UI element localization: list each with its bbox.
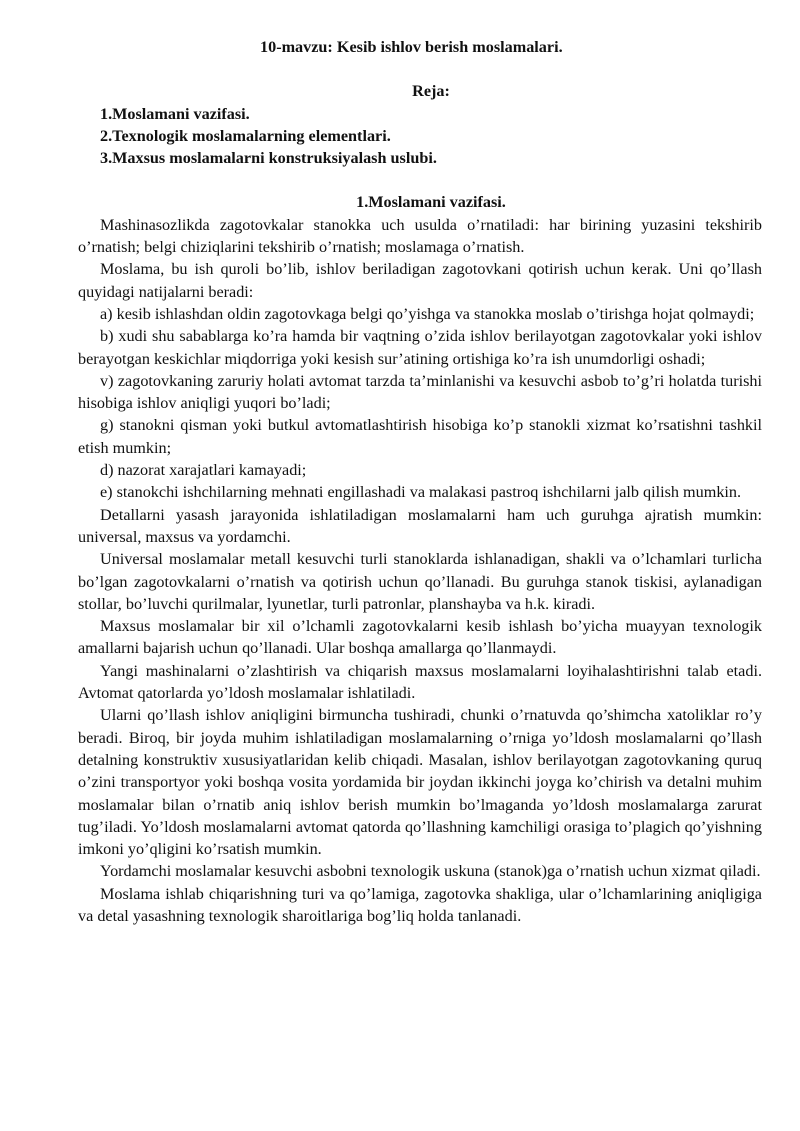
body-text (78, 214, 762, 928)
paragraph: g) stanokni qisman yoki butkul avtomatlashtirish hisobiga ko’p stanokli xizmat ko’rsatishni tashkil etish mumkin; (78, 416, 762, 457)
plan-item: 1.Moslamani vazifasi. (100, 104, 250, 123)
paragraph: Moslama ishlab chiqarishning turi va qo’lamiga, zagotovka shakliga, ular o’lchamlarining aniqligiga va detal yasashning texnologik sharoitlariga bog’liq holda tanlanadi. (78, 884, 762, 925)
paragraph: Mashinasozlikda zagotovkalar stanokka uch usulda o’rnatiladi: har birining yuzasini tekshirib o’rnatish; belgi chiziqlarini tekshirib o’rnatish; moslamaga o’rnatish. (78, 215, 762, 257)
paragraph: d) nazorat xarajatlari kamayadi; (100, 461, 307, 480)
page-title: 10-mavzu: Kesib ishlov berish moslamalari. (260, 38, 563, 56)
paragraph: Universal moslamalar metall kesuvchi turli stanoklarda ishlanadigan, shakli va o’lchamlari turlicha bo’lgan zagotovkalarni o’rnatish va qotirish uchun qo’llanadi. Bu guruhga stanok tiskisi, aylanadigan stollar, bo’luvchi qurilmalar, lyunetlar, turli patronlar, planshayba va h.k. kiradi. (78, 550, 762, 613)
paragraph: Yangi mashinalarni o’zlashtirish va chiqarish maxsus moslamalarni loyihalashtirishni talab etadi. Avtomat qatorlarda yo’ldosh moslamalar ishlatiladi. (78, 661, 762, 703)
paragraph: Maxsus moslamalar bir xil o’lchamli zagotovkalarni kesib ishlash bo’yicha muayyan texnologik amallarni bajarish uchun qo’llanadi. Ular boshqa amallarga qo’llanmaydi. (78, 617, 762, 658)
plan-item: 3.Maxsus moslamalarni konstruksiyalash uslubi. (100, 149, 437, 168)
paragraph: a) kesib ishlashdan oldin zagotovkaga belgi qo’yishga va stanokka moslab o’tirishga hojat qolmaydi; (100, 304, 755, 323)
section-heading: 1.Moslamani vazifasi. (356, 193, 506, 212)
paragraph: e) stanokchi ishchilarning mehnati engillashadi va malakasi pastroq ishchilarni jalb qilish mumkin. (100, 483, 742, 502)
paragraph: Moslama, bu ish quroli bo’lib, ishlov beriladigan zagotovkani qotirish uchun kerak. Uni qo’llash quyidagi natijalarni beradi: (78, 260, 762, 301)
document-page (78, 36, 762, 927)
plan-heading: Reja: (412, 82, 450, 101)
plan-item: 2.Texnologik moslamalarning elementlari. (100, 126, 391, 145)
paragraph: Detallarni yasash jarayonida ishlatiladigan moslamalarni ham uch guruhga ajratish mumkin: universal, maxsus va yordamchi. (78, 505, 762, 546)
paragraph: Yordamchi moslamalar kesuvchi asbobni texnologik uskuna (stanok)ga o’rnatish uchun xizmat qiladi. (100, 862, 761, 881)
plan-list (78, 103, 762, 170)
paragraph: Ularni qo’llash ishlov aniqligini birmuncha tushiradi, chunki o’rnatuvda qo’shimcha xatoliklar ro’y beradi. Biroq, bir joyda muhim ishlatiladigan moslamalarning o’rniga yo’ldosh moslamalarni qo’llash detalning konstruktiv xususiyatlaridan kelib chiqadi. Masalan, ishlov berilayotgan zagotovkaning quruq o’zini transportyor yoki boshqa vosita yordamida bir joydan ikkinchi joyga ko’chirish va detalni muhim moslamalar bilan o’rnatib aniq ishlov berish mumkin bo’lmaganda yo’ldosh moslamalarga zarurat tug’iladi. Yo’ldosh moslamalarni avtomat qatorda qo’llashning kamchiligi orasiga to’plagich qo’yishning imkoni yo’qligini ko’rsatish mumkin. (78, 706, 762, 859)
paragraph: v) zagotovkaning zaruriy holati avtomat tarzda ta’minlanishi va kesuvchi asbob to’g’ri holatda turishi hisobiga ishlov aniqligi yuqori bo’ladi; (78, 371, 762, 413)
paragraph: b) xudi shu sabablarga ko’ra hamda bir vaqtning o’zida ishlov berilayotgan zagotovkalar yoki ishlov berayotgan keskichlar miqdorriga yoki kesish sur’atining ortishiga ko’ra ish unumdorligi oshadi; (78, 327, 762, 368)
